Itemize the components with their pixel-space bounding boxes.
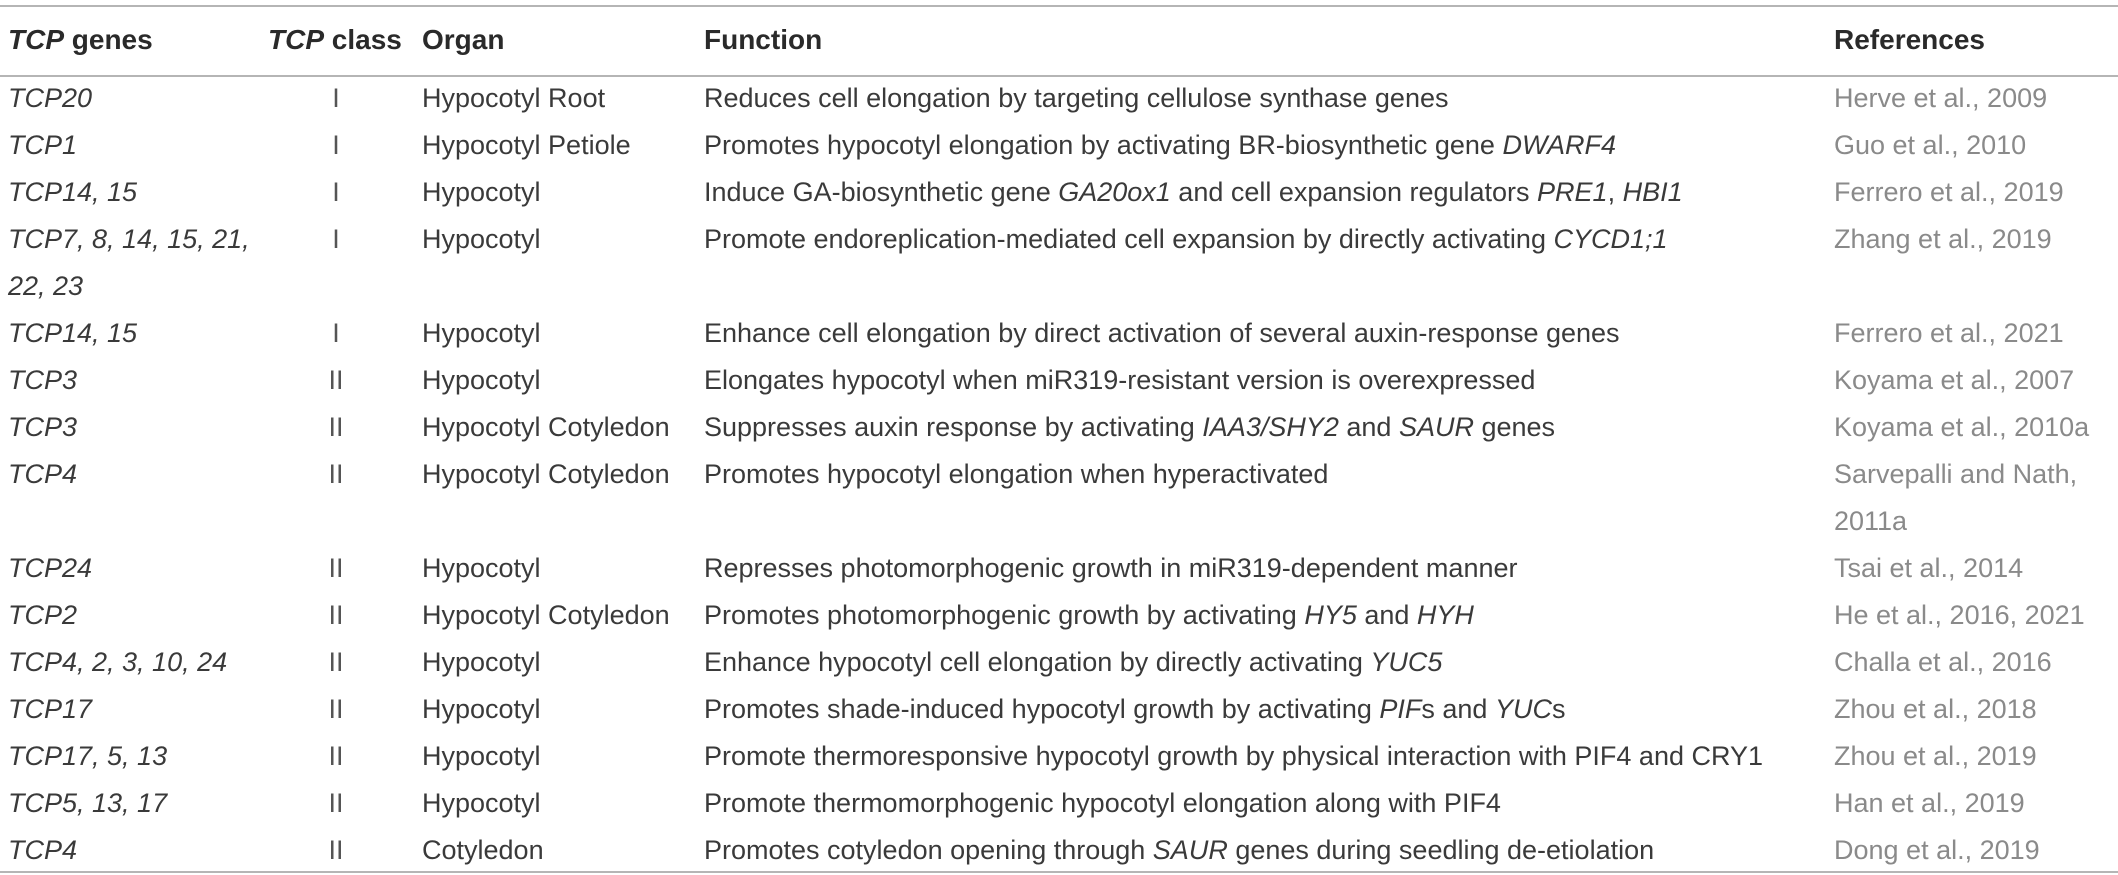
cell-reference: Guo et al., 2010 [1834, 130, 2027, 160]
header-organ: Organ [422, 24, 505, 55]
cell-function: Elongates hypocotyl when miR319-resistant version is overexpressed [704, 365, 1536, 395]
cell-function: Induce GA-biosynthetic gene GA20ox1 and cell expansion regulators PRE1, HBI1 [704, 177, 1683, 207]
cell-reference: Zhou et al., 2019 [1834, 741, 2037, 771]
cell-reference: He et al., 2016, 2021 [1834, 600, 2085, 630]
cell-tcp-genes: TCP7, 8, 14, 15, 21, 22, 23 [8, 224, 250, 301]
cell-organ: Hypocotyl Cotyledon [422, 412, 670, 442]
cell-function: Promotes cotyledon opening through SAUR genes during seedling de-etiolation [704, 835, 1655, 865]
cell-tcp-genes: TCP3 [8, 412, 78, 442]
cell-reference: Koyama et al., 2010a [1834, 412, 2090, 442]
cell-reference: Ferrero et al., 2019 [1834, 177, 2064, 207]
cell-reference: Ferrero et al., 2021 [1834, 318, 2064, 348]
header-tcp-class: TCP class [268, 24, 402, 55]
cell-organ: Hypocotyl [422, 177, 541, 207]
cell-reference: Han et al., 2019 [1834, 788, 2025, 818]
cell-tcp-genes: TCP4, 2, 3, 10, 24 [8, 647, 228, 677]
cell-organ: Hypocotyl [422, 365, 541, 395]
cell-function: Promote endoreplication-mediated cell expansion by directly activating CYCD1;1 [704, 224, 1668, 254]
cell-tcp-genes: TCP17 [8, 694, 93, 724]
cell-reference: Sarvepalli and Nath, 2011a [1834, 459, 2078, 536]
cell-reference: Koyama et al., 2007 [1834, 365, 2075, 395]
cell-reference: Challa et al., 2016 [1834, 647, 2052, 677]
cell-tcp-genes: TCP4 [8, 835, 78, 865]
cell-function: Enhance hypocotyl cell elongation by directly activating YUC5 [704, 647, 1443, 677]
cell-reference: Zhou et al., 2018 [1834, 694, 2037, 724]
header-references: References [1834, 24, 1985, 55]
cell-tcp-genes: TCP14, 15 [8, 177, 138, 207]
cell-organ: Hypocotyl [422, 553, 541, 583]
cell-organ: Hypocotyl [422, 741, 541, 771]
cell-tcp-genes: TCP14, 15 [8, 318, 138, 348]
cell-organ: Hypocotyl [422, 694, 541, 724]
cell-organ: Hypocotyl Cotyledon [422, 459, 670, 489]
cell-tcp-genes: TCP1 [8, 130, 78, 160]
cell-function: Promotes hypocotyl elongation by activating BR-biosynthetic gene DWARF4 [704, 130, 1616, 160]
header-function: Function [704, 24, 823, 55]
cell-tcp-genes: TCP2 [8, 600, 78, 630]
cell-tcp-genes: TCP3 [8, 365, 78, 395]
cell-tcp-genes: TCP4 [8, 459, 78, 489]
cell-organ: Hypocotyl Petiole [422, 130, 631, 160]
cell-tcp-genes: TCP20 [8, 83, 93, 113]
cell-function: Promotes photomorphogenic growth by activating HY5 and HYH [704, 600, 1474, 630]
cell-function: Promote thermoresponsive hypocotyl growth by physical interaction with PIF4 and CRY1 [704, 741, 1764, 771]
table-bottom-rule [0, 871, 2118, 873]
cell-function: Represses photomorphogenic growth in miR319-dependent manner [704, 553, 1518, 583]
cell-organ: Hypocotyl [422, 788, 541, 818]
cell-organ: Hypocotyl [422, 647, 541, 677]
cell-reference: Herve et al., 2009 [1834, 83, 2048, 113]
cell-organ: Hypocotyl [422, 224, 541, 254]
header-tcp-genes: TCP genes [8, 24, 153, 55]
table-top-rule [0, 5, 2118, 7]
cell-reference: Dong et al., 2019 [1834, 835, 2040, 865]
cell-organ: Hypocotyl Cotyledon [422, 600, 670, 630]
cell-function: Promotes hypocotyl elongation when hyperactivated [704, 459, 1329, 489]
cell-reference: Zhang et al., 2019 [1834, 224, 2052, 254]
cell-function: Reduces cell elongation by targeting cellulose synthase genes [704, 83, 1449, 113]
cell-organ: Hypocotyl Root [422, 83, 606, 113]
cell-tcp-genes: TCP24 [8, 553, 93, 583]
cell-function: Enhance cell elongation by direct activation of several auxin-response genes [704, 318, 1620, 348]
cell-function: Promotes shade-induced hypocotyl growth by activating PIFs and YUCs [704, 694, 1566, 724]
cell-organ: Hypocotyl [422, 318, 541, 348]
cell-tcp-genes: TCP5, 13, 17 [8, 788, 168, 818]
cell-organ: Cotyledon [422, 835, 544, 865]
cell-reference: Tsai et al., 2014 [1834, 553, 2024, 583]
cell-function: Suppresses auxin response by activating IAA3/SHY2 and SAUR genes [704, 412, 1556, 442]
cell-tcp-genes: TCP17, 5, 13 [8, 741, 168, 771]
cell-function: Promote thermomorphogenic hypocotyl elongation along with PIF4 [704, 788, 1501, 818]
